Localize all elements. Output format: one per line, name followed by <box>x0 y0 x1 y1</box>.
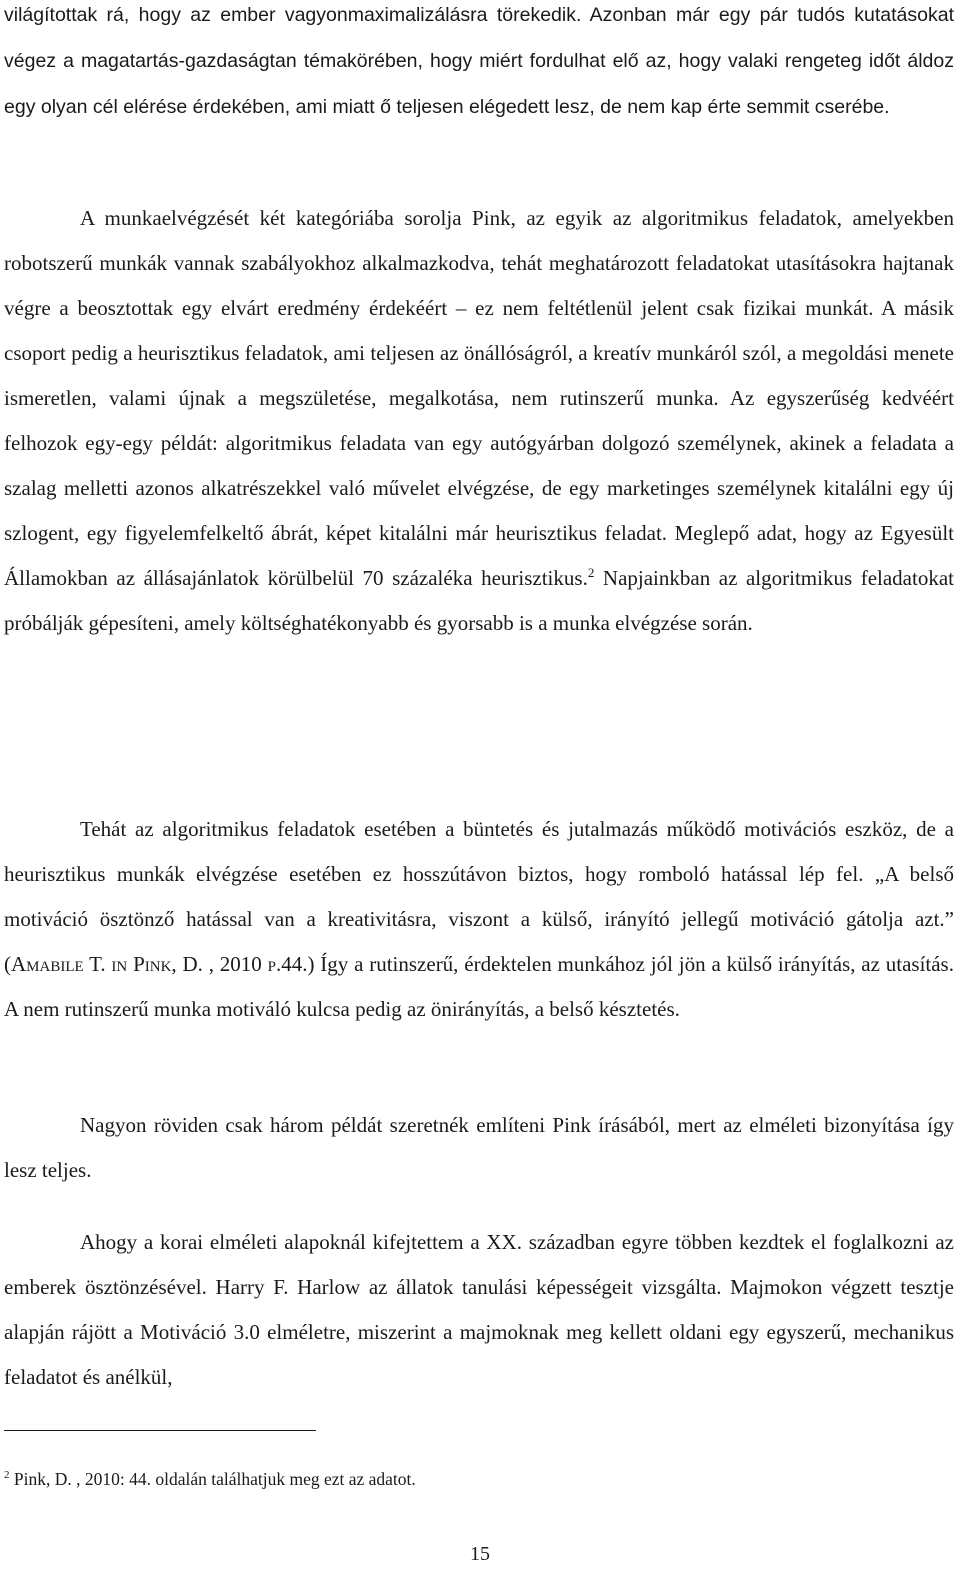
paragraph-3-part-1: Tehát az algoritmikus feladatok esetében a büntetés és jutalmazás működő motivációs eszköz, de a heurisztikus munkák elvégzése esetében ez hosszútávon biztos, hogy romboló hatással lép fel. „A belső motiváció ösztönző hatással van a kreativitásra, viszont a külső, irányító jellegű motiváció gátolja azt.” ( <box>4 817 954 976</box>
paragraph-5-text: Ahogy a korai elméleti alapoknál kifejtettem a XX. században egyre többen kezdtek el foglalkozni az emberek ösztönzésével. Harry F. Harlow az állatok tanulási képességeit vizsgálta. Majmokon végzett tesztje alapján rájött a Motiváció 3.0 elméletre, miszerint a majmoknak meg kellett oldani egy egyszerű, mechanikus feladatot és anélkül, <box>4 1230 954 1389</box>
paragraph-4-text: Nagyon röviden csak három példát szeretnék említeni Pink írásából, mert az elméleti bizonyítása így lesz teljes. <box>4 1113 954 1182</box>
paragraph-5 <box>4 1220 954 1400</box>
paragraph-1-part-1: világítottak rá, hogy az ember vagyonmaximalizálásra törekedik. <box>4 4 582 26</box>
paragraph-1 <box>4 0 954 130</box>
page-number: 15 <box>470 1543 490 1565</box>
paragraph-2 <box>4 196 954 646</box>
paragraph-1-part-2: Azonban már egy pár tudós kutatásokat végez a magatartás-gazdaságtan témakörében, hogy miért fordulhat elő az, hogy valaki rengeteg időt áldoz egy olyan cél elérése érdekében, ami miatt ő teljesen elégedett lesz, de nem kap érte semmit cserébe. <box>4 4 954 118</box>
footnote-reference: 2 <box>587 565 595 580</box>
paragraph-3-part-2: ) Így a rutinszerű, érdektelen munkához jól jön a külső irányítás, az utasítás. A nem rutinszerű munka motiváló kulcsa pedig az önirányítás, a belső késztetés. <box>4 952 954 1021</box>
paragraph-2-part-1: A munkaelvégzését két kategóriába sorolja Pink, az egyik az algoritmikus feladatok, amelyekben robotszerű munkák vannak szabályokhoz alkalmazkodva, tehát meghatározott feladatokat utasításokra hajtanak végre a beosztottak egy elvárt eredmény érdekéért – ez nem feltétlenül jelent csak fizikai munkát. A másik csoport pedig a heurisztikus feladatok, ami teljesen az önállóságról, a kreatív munkáról szól, a megoldási menete ismeretlen, valami újnak a megszületése, megalkotása, nem rutinszerű munka. Az egyszerűség kedvéért felhozok egy-egy példát: algoritmikus feladata van egy autógyárban dolgozó személynek, akinek a feladata a szalag melletti azonos alkatrészekkel való művelet elvégzése, de egy marketinges személynek kitalálni egy új szlogent, egy figyelemfelkeltő ábrát, képet kitalálni már heurisztikus feladat. Meglepő adat, hogy az Egyesült Államokban az állásajánlatok körülbelül 70 százaléka heurisztikus. <box>4 206 954 590</box>
citation: Amabile T. in Pink, D. , 2010 p.44. <box>11 952 308 976</box>
paragraph-4 <box>4 1103 954 1193</box>
paragraph-2-part-2: Napjainkban az algoritmikus feladatokat próbálják gépesíteni, amely költséghatékonyabb és gyorsabb is a munka elvégzése során. <box>4 566 954 635</box>
footnote-number: 2 <box>4 1469 10 1482</box>
paragraph-3 <box>4 807 954 1032</box>
footnote-text: Pink, D. , 2010: 44. oldalán találhatjuk meg ezt az adatot. <box>9 1469 416 1489</box>
footnote-separator <box>4 1430 316 1431</box>
footnote <box>4 1466 904 1492</box>
